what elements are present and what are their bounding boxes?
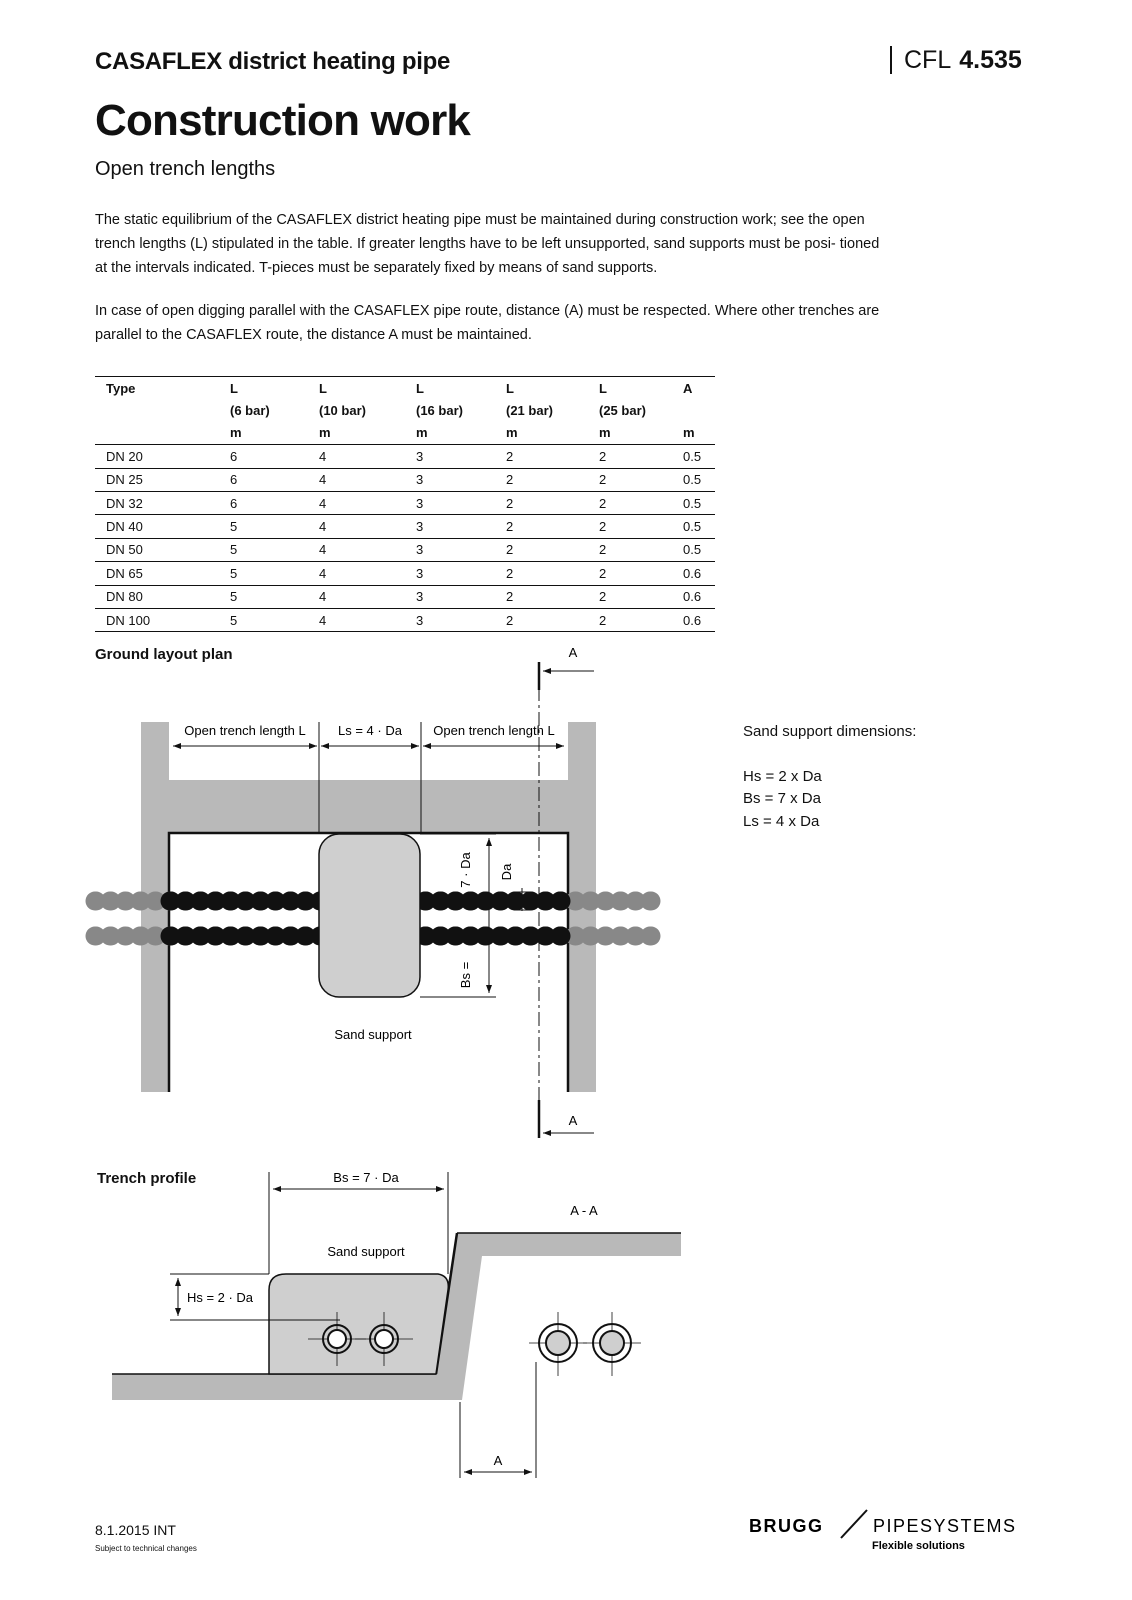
table-cell: 0.5 <box>672 538 715 561</box>
table-cell: 3 <box>405 468 495 491</box>
label-sand-support: Sand support <box>334 1027 412 1042</box>
table-cell: 0.6 <box>672 585 715 608</box>
table-cell: 3 <box>405 585 495 608</box>
table-header-row <box>95 377 715 400</box>
table-cell: 3 <box>405 491 495 514</box>
doc-prefix: CFL <box>904 46 952 74</box>
table-cell: DN 20 <box>95 445 219 468</box>
table-cell: 0.5 <box>672 445 715 468</box>
brugg-logo <box>745 1508 1045 1554</box>
table-cell: 2 <box>495 538 588 561</box>
sand-support-dimensions <box>743 721 916 833</box>
table-cell: 2 <box>588 538 672 561</box>
table-header-cell: (10 bar) <box>319 403 366 419</box>
logo-tagline: Flexible solutions <box>872 1540 965 1552</box>
table-cell: 2 <box>588 585 672 608</box>
trench-profile-heading: Trench profile <box>97 1170 197 1187</box>
dimension-hs: Hs = 2 x Da <box>743 767 822 785</box>
ground-plan-heading: Ground layout plan <box>95 646 233 663</box>
table-cell: 5 <box>219 608 308 631</box>
table-cell: 4 <box>308 538 405 561</box>
table-cell: 2 <box>588 562 672 585</box>
ground-plan-diagram <box>0 640 1132 1140</box>
table-cell: 2 <box>495 468 588 491</box>
table-body <box>95 445 715 632</box>
logo-slash <box>841 1510 867 1538</box>
table-cell: 2 <box>495 491 588 514</box>
trench-profile-diagram <box>0 1160 1132 1500</box>
table-cell: 5 <box>219 585 308 608</box>
table-header-cell: L <box>219 377 308 400</box>
table-cell: 5 <box>219 562 308 585</box>
dimension-bs: Bs = 7 x Da <box>743 790 821 807</box>
table-cell: DN 100 <box>95 608 219 631</box>
page-subtitle: Open trench lengths <box>95 158 276 180</box>
table-cell: 2 <box>495 608 588 631</box>
label-7da: 7 · Da <box>458 852 473 888</box>
table-cell: 4 <box>308 445 405 468</box>
label-ls: Ls = 4 · Da <box>338 723 402 738</box>
label-da: Da <box>499 863 514 881</box>
label-open-trench-left: Open trench length L <box>184 723 306 738</box>
table-cell: 3 <box>405 538 495 561</box>
table-header-cell <box>672 399 715 421</box>
document-reference <box>890 46 1022 74</box>
table-unit-cell: m <box>308 422 405 445</box>
parallel-digging-paragraph: In case of open digging parallel with the CASAFLEX pipe route, distance (A) must be respected. Where other trenches are parallel to the CASAFLEX route, the distance A must be maintained. <box>95 303 880 343</box>
pipe-cross-section <box>529 1312 587 1376</box>
table-header-cell: L <box>588 377 672 400</box>
table-unit-cell: m <box>219 422 308 445</box>
logo-brand: BRUGG <box>749 1516 824 1536</box>
label-bs-profile: Bs = 7 · Da <box>333 1170 399 1185</box>
table-row <box>95 515 715 538</box>
table-unit-cell: m <box>495 422 588 445</box>
pipe-cross-section <box>583 1312 641 1376</box>
footer-note: Subject to technical changes <box>95 1544 197 1553</box>
table-unit-cell: m <box>672 422 715 445</box>
dimensions-heading: Sand support dimensions: <box>743 723 917 740</box>
label-section-a-top: A <box>568 645 578 660</box>
table-cell: 2 <box>495 445 588 468</box>
table-cell: 6 <box>219 491 308 514</box>
table-header-cell: (16 bar) <box>416 403 463 419</box>
table-row <box>95 538 715 561</box>
table-cell: 0.5 <box>672 468 715 491</box>
table-cell: 4 <box>308 562 405 585</box>
table-header-cell: L <box>495 377 588 400</box>
table-header-cell: Type <box>95 377 219 400</box>
table-row <box>95 445 715 468</box>
table-cell: 0.6 <box>672 608 715 631</box>
table-header-cell: L <box>405 377 495 400</box>
product-name: CASAFLEX district heating pipe <box>95 48 451 75</box>
label-sand-support-profile: Sand support <box>327 1244 405 1259</box>
label-section-a-bottom: A <box>568 1113 578 1128</box>
table-cell: 4 <box>308 515 405 538</box>
table-cell: 2 <box>495 515 588 538</box>
table-header-cell: L <box>308 377 405 400</box>
page-title: Construction work <box>95 96 471 145</box>
table-cell: 2 <box>588 515 672 538</box>
sand-support-profile <box>269 1274 448 1374</box>
footer-date: 8.1.2015 INT <box>95 1522 176 1538</box>
table-row <box>95 608 715 631</box>
table-cell: 4 <box>308 608 405 631</box>
table-units-row <box>95 422 715 445</box>
table-cell: 6 <box>219 468 308 491</box>
table-header-row <box>95 399 715 421</box>
dimension-ls: Ls = 4 x Da <box>743 812 820 830</box>
trench-length-table <box>95 376 715 632</box>
table-cell: DN 25 <box>95 468 219 491</box>
table-cell: DN 50 <box>95 538 219 561</box>
doc-number: 4.535 <box>959 46 1022 74</box>
table-cell: 4 <box>308 585 405 608</box>
label-bs: Bs = <box>458 961 473 989</box>
table-cell: 0.5 <box>672 491 715 514</box>
table-row <box>95 585 715 608</box>
table-cell: 6 <box>219 445 308 468</box>
table-cell: 3 <box>405 445 495 468</box>
table-header-cell: (6 bar) <box>230 403 270 419</box>
table-cell: 2 <box>588 468 672 491</box>
table-cell: 2 <box>588 491 672 514</box>
table-header-cell: A <box>672 377 715 400</box>
table-unit-cell <box>95 422 219 445</box>
table-cell: DN 65 <box>95 562 219 585</box>
intro-paragraph: The static equilibrium of the CASAFLEX district heating pipe must be maintained during construction work; see the open trench lengths (L) stipulated in the table. If greater lengths have to be left unsupported, sand supports must be posi- tioned at the intervals indicated. T-pieces must be separately fixed by means of sand supports. <box>95 212 880 276</box>
table-unit-cell: m <box>405 422 495 445</box>
label-open-trench-right: Open trench length L <box>433 723 555 738</box>
table-row <box>95 491 715 514</box>
table-cell: DN 40 <box>95 515 219 538</box>
table-cell: 0.6 <box>672 562 715 585</box>
table-cell: 3 <box>405 515 495 538</box>
label-section-aa: A - A <box>570 1203 598 1218</box>
table-cell: 5 <box>219 538 308 561</box>
table-header-cell: (25 bar) <box>599 403 646 419</box>
table-row <box>95 468 715 491</box>
label-a-profile: A <box>493 1453 503 1468</box>
sand-support-block <box>319 834 420 997</box>
table-cell: 3 <box>405 562 495 585</box>
table-cell: 2 <box>588 608 672 631</box>
table-cell: 4 <box>308 468 405 491</box>
trench-wall-top <box>141 780 596 833</box>
table-cell: 2 <box>588 445 672 468</box>
table-header-cell <box>95 399 219 421</box>
table-cell: 2 <box>495 562 588 585</box>
table-cell: DN 80 <box>95 585 219 608</box>
table-row <box>95 562 715 585</box>
table-cell: 0.5 <box>672 515 715 538</box>
table-cell: 5 <box>219 515 308 538</box>
table-cell: 2 <box>495 585 588 608</box>
table-unit-cell: m <box>588 422 672 445</box>
label-hs: Hs = 2 · Da <box>186 1290 254 1305</box>
table-header-cell: (21 bar) <box>506 403 553 419</box>
table-cell: 3 <box>405 608 495 631</box>
table-cell: DN 32 <box>95 491 219 514</box>
table-cell: 4 <box>308 491 405 514</box>
logo-name: PIPESYSTEMS <box>873 1516 1017 1536</box>
